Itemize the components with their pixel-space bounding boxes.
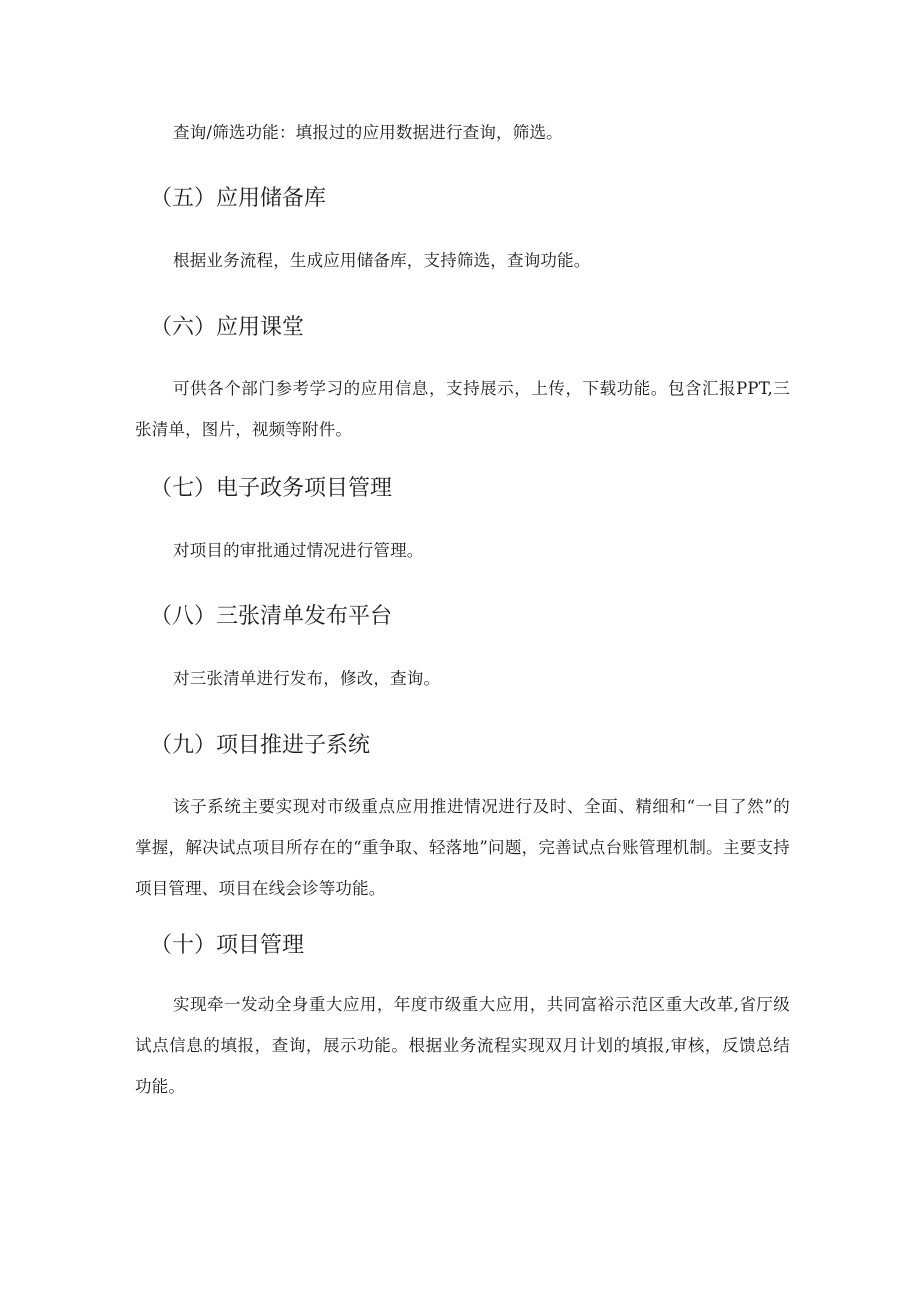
section-title: 应用储备库 <box>216 186 327 211</box>
section-title: 项目推进子系统 <box>216 733 371 758</box>
section-body-5: 根据业务流程，生成应用储备库，支持筛选，查询功能。 <box>173 251 591 270</box>
section-number: （八） <box>150 604 217 629</box>
section-heading-9 <box>150 731 370 761</box>
section-number: （七） <box>150 476 217 501</box>
section-body-6: 可供各个部门参考学习的应用信息，支持展示，上传，下载功能。包含汇报PPT,三张清单，图片，视频等附件。 <box>135 379 790 439</box>
section-number: （九） <box>150 733 217 758</box>
section-body-9: 该子系统主要实现对市级重点应用推进情况进行及时、全面、精细和“一目了然”的掌握，解决试点项目所存在的“重争取、轻落地”问题，完善试点台账管理机制。主要支持项目管理、项目在线会诊等功能。 <box>135 797 790 898</box>
section-title: 应用课堂 <box>216 315 305 340</box>
section-title: 电子政务项目管理 <box>216 476 393 501</box>
section-heading-6 <box>150 313 304 343</box>
section-title: 项目管理 <box>216 933 305 958</box>
section-heading-5 <box>150 184 326 214</box>
section-heading-10 <box>150 931 304 961</box>
section-number: （十） <box>150 933 217 958</box>
section-heading-8 <box>150 602 392 632</box>
section-number: （五） <box>150 186 217 211</box>
intro-paragraph: 查询/筛选功能：填报过的应用数据进行查询，筛选。 <box>173 123 563 142</box>
section-title: 三张清单发布平台 <box>216 604 393 629</box>
section-body-7: 对项目的审批通过情况进行管理。 <box>173 541 424 560</box>
section-number: （六） <box>150 315 217 340</box>
section-body-8: 对三张清单进行发布，修改，查询。 <box>173 669 441 688</box>
section-body-10: 实现牵一发动全身重大应用，年度市级重大应用，共同富裕示范区重大改革,省厅级试点信息的填报，查询，展示功能。根据业务流程实现双月计划的填报,审核，反馈总结功能。 <box>135 995 790 1096</box>
section-heading-7 <box>150 474 392 504</box>
